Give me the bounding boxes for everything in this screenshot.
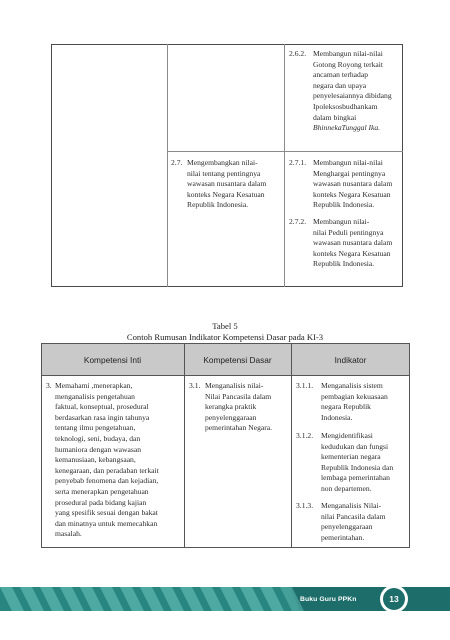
column-divider: [167, 44, 168, 287]
header-indikator: Indikator: [334, 354, 367, 365]
item-number: 3.: [46, 381, 52, 390]
item-number: 2.7.2.: [289, 217, 307, 226]
item-number: 3.1.: [189, 381, 201, 390]
cell-text-2-7-1: Membangun nilai-nilai Menghargai pentingnya wawasan nusantara dalam konteks Negara Kesatuan Republik Indonesia.: [313, 158, 393, 210]
header-kompetensi-inti: Kompetensi Inti: [83, 354, 142, 365]
caption-title: Tabel 5: [212, 321, 238, 331]
continuation-table: [51, 44, 403, 287]
column-divider: [284, 44, 285, 287]
kd-text: Menganalisis nilai- Nilai Pancasila dalam kerangka praktik penyelenggaraan pemerintahan Negara.: [205, 381, 273, 433]
cell-text-2-6-2: Membangun nilai-nilai Gotong Royong terkait ancaman terhadap negara dan upaya penyelesaiannya dibidang Ipoleksosbudhankam dalam bingkai BhinnekaTunggal Ika.: [313, 49, 392, 133]
page-number: 13: [383, 588, 405, 610]
item-number: 3.1.1.: [296, 381, 314, 390]
indikator-text-3-1-3: Menganalisis Nilai- nilai Pancasila dalam penyelenggaraan pemerintahan.: [321, 501, 386, 542]
header-kompetensi-dasar: Kompetensi Dasar: [203, 354, 272, 365]
item-number: 2.7.: [171, 158, 183, 167]
item-number: 3.1.2.: [296, 431, 314, 440]
cell-text-2-7-2: Membangun nilai- nilai Peduli pentingnya wawasan nusantara dalam konteks Negara Kesatuan Republik Indonesia.: [313, 217, 393, 269]
competency-table: [41, 343, 410, 548]
footer-book-title: Buku Guru PPKn: [300, 596, 357, 603]
item-number: 2.6.2.: [289, 49, 307, 58]
page-number-badge: [380, 585, 408, 613]
item-number: 2.7.1.: [289, 158, 307, 167]
item-number: 3.1.3.: [296, 501, 314, 510]
caption-subtitle: Contoh Rumusan Indikator Kompetensi Dasar pada KI-3: [126, 332, 324, 342]
table-caption: [0, 321, 450, 343]
ki-text: Memahami ,menerapkan, menganalisis pengetahuan faktual, konseptual, prosedural berdasarkan rasa ingin tahunya tentang ilmu pengetahuan, teknologi, seni, budaya, dan humaniora dengan wawasan kemanusiaan, kebangsaan, kenegaraan, dan peradaban terkait penyebab fenomena dan kejadian, serta menerapkan pengetahuan prosedural pada bidang kajian yang spesifik sesuai dengan bakat dan minatnya untuk memecahkan masalah.: [55, 381, 159, 539]
indikator-text-3-1-1: Menganalisis sistem pembagian kekuasaan negara Republik Indonesia.: [321, 381, 388, 422]
row-divider: [167, 151, 403, 152]
indikator-text-3-1-2: Mengidentifikasi kedudukan dan fungsi kementerian negara Republik Indonesia dan lembaga pemerintahan non departemen.: [321, 431, 394, 493]
cell-text-2-7: Mengembangkan nilai- nilai tentang pentingnya wawasan nusantara dalam konteks Negara Kesatuan Republik Indonesia.: [187, 158, 267, 210]
